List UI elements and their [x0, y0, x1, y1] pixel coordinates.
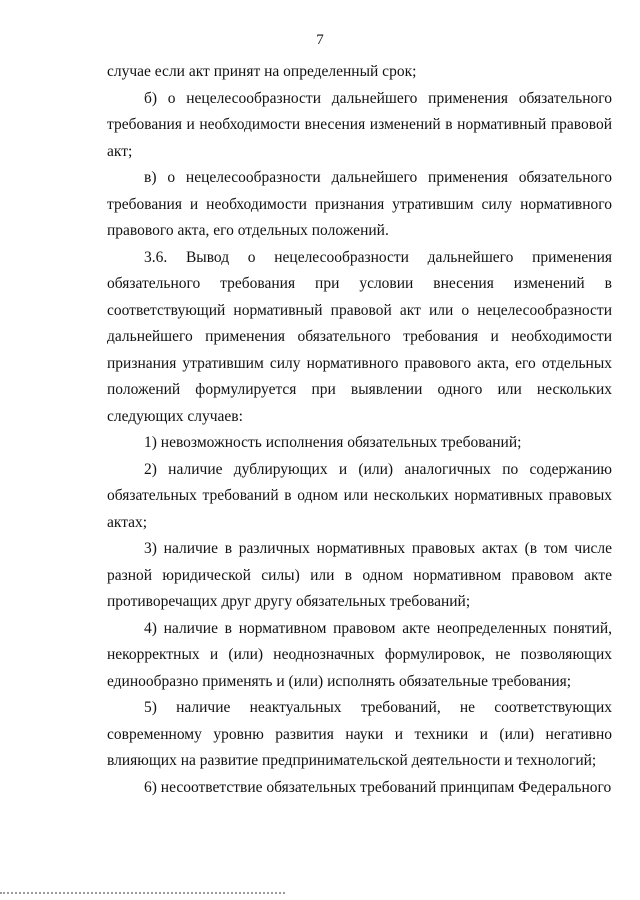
scan-edge-divider [0, 892, 285, 894]
list-item-2: 2) наличие дублирующих и (или) аналогичных по содержанию обязательных требований в одном или нескольких нормативных правовых актах; [107, 460, 612, 531]
list-item-1: 1) невозможность исполнения обязательных требований; [144, 434, 522, 451]
list-item-3: 3) наличие в различных нормативных правовых актах (в том числе разной юридической силы) или в одном нормативном правовом акте противоречащих друг другу обязательных требований; [107, 540, 612, 610]
document-body [107, 59, 612, 801]
paragraph-continuation: случае если акт принят на определенный срок; [107, 63, 417, 80]
paragraph-section-3-6: 3.6. Вывод о нецелесообразности дальнейшего применения обязательного требования при условии внесения изменений в соответствующий нормативный правовой акт или о нецелесообразности дальнейшего применения обязательного требования и необходимости признания утратившим силу нормативного правового акта, его отдельных положений формулируется при выявлении одного или нескольких следующих случаев: [107, 248, 612, 425]
list-item-4: 4) наличие в нормативном правовом акте неопределенных понятий, некорректных и (или) неоднозначных формулировок, не позволяющих единообразно применять и (или) исполнять обязательные требования; [107, 619, 612, 690]
list-item-5: 5) наличие неактуальных требований, не соответствующих современному уровню развития науки и техники и (или) негативно влияющих на развитие предпринимательской деятельности и технологий; [107, 699, 612, 769]
list-item-6: 6) несоответствие обязательных требований принципам Федерального [144, 778, 612, 796]
paragraph-item-b: б) о нецелесообразности дальнейшего применения обязательного требования и необходимости внесения изменений в нормативный правовой акт; [107, 89, 612, 160]
page-number: 7 [316, 32, 324, 48]
paragraph-item-v: в) о нецелесообразности дальнейшего применения обязательного требования и необходимости признания утратившим силу нормативного правового акта, его отдельных положений. [107, 169, 612, 239]
